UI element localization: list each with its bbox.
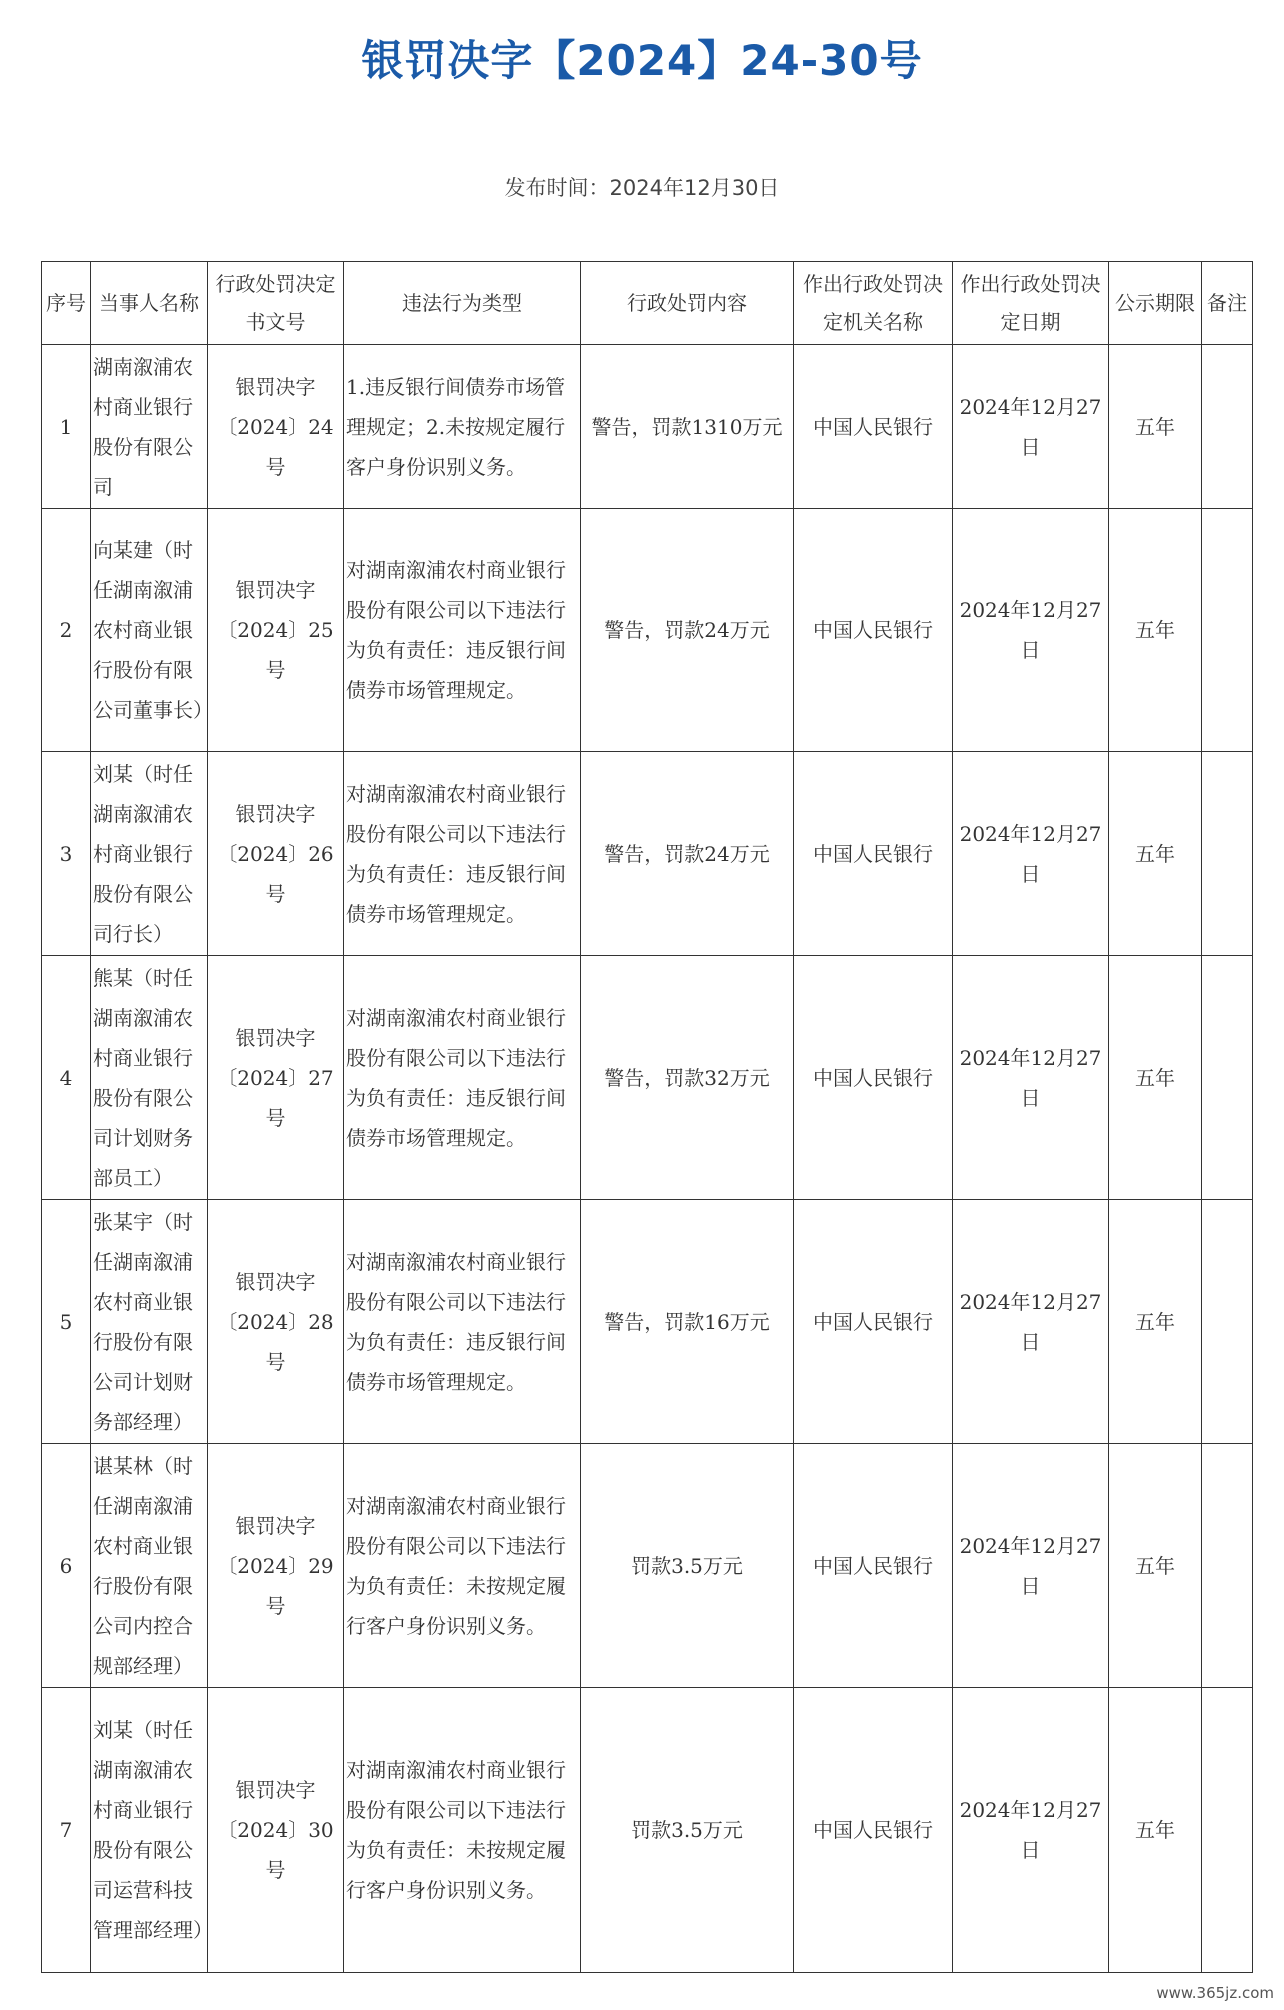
penalty-table (41, 261, 1253, 1973)
cell-period: 五年 (1109, 1444, 1202, 1688)
cell-authority: 中国人民银行 (794, 509, 953, 752)
cell-penalty: 警告，罚款16万元 (581, 1200, 794, 1444)
header-date: 作出行政处罚决定日期 (953, 262, 1109, 345)
table-row (42, 956, 1253, 1200)
cell-period: 五年 (1109, 1200, 1202, 1444)
cell-violation: 对湖南溆浦农村商业银行股份有限公司以下违法行为负有责任：未按规定履行客户身份识别义务。 (344, 1444, 581, 1688)
cell-date: 2024年12月27日 (953, 1444, 1109, 1688)
cell-date: 2024年12月27日 (953, 1200, 1109, 1444)
header-no: 序号 (42, 262, 91, 345)
cell-remark (1202, 345, 1253, 509)
cell-date: 2024年12月27日 (953, 1688, 1109, 1973)
cell-doc-no: 银罚决字〔2024〕29号 (208, 1444, 344, 1688)
cell-period: 五年 (1109, 345, 1202, 509)
cell-no: 3 (42, 752, 91, 956)
cell-doc-no: 银罚决字〔2024〕26号 (208, 752, 344, 956)
cell-remark (1202, 1200, 1253, 1444)
cell-remark (1202, 509, 1253, 752)
cell-party: 谌某林（时任湖南溆浦农村商业银行股份有限公司内控合规部经理） (91, 1444, 208, 1688)
header-violation: 违法行为类型 (344, 262, 581, 345)
table-row (42, 345, 1253, 509)
cell-party: 熊某（时任湖南溆浦农村商业银行股份有限公司计划财务部员工） (91, 956, 208, 1200)
cell-penalty: 警告，罚款32万元 (581, 956, 794, 1200)
cell-penalty: 罚款3.5万元 (581, 1444, 794, 1688)
cell-authority: 中国人民银行 (794, 956, 953, 1200)
cell-period: 五年 (1109, 752, 1202, 956)
cell-doc-no: 银罚决字〔2024〕25号 (208, 509, 344, 752)
cell-violation: 对湖南溆浦农村商业银行股份有限公司以下违法行为负有责任：违反银行间债券市场管理规定。 (344, 752, 581, 956)
cell-no: 2 (42, 509, 91, 752)
cell-penalty: 警告，罚款24万元 (581, 752, 794, 956)
cell-no: 4 (42, 956, 91, 1200)
cell-date: 2024年12月27日 (953, 345, 1109, 509)
publish-date: 发布时间：2024年12月30日 (504, 176, 780, 200)
cell-authority: 中国人民银行 (794, 1444, 953, 1688)
cell-period: 五年 (1109, 956, 1202, 1200)
cell-authority: 中国人民银行 (794, 345, 953, 509)
cell-penalty: 罚款3.5万元 (581, 1688, 794, 1973)
cell-remark (1202, 956, 1253, 1200)
cell-authority: 中国人民银行 (794, 1688, 953, 1973)
cell-party: 刘某（时任湖南溆浦农村商业银行股份有限公司运营科技管理部经理） (91, 1688, 208, 1973)
header-party: 当事人名称 (91, 262, 208, 345)
table-header-row (42, 262, 1253, 345)
cell-doc-no: 银罚决字〔2024〕27号 (208, 956, 344, 1200)
cell-date: 2024年12月27日 (953, 956, 1109, 1200)
cell-authority: 中国人民银行 (794, 1200, 953, 1444)
header-penalty: 行政处罚内容 (581, 262, 794, 345)
table-row (42, 752, 1253, 956)
header-period: 公示期限 (1109, 262, 1202, 345)
table-row (42, 1444, 1253, 1688)
watermark: www.365jz.com (1156, 1984, 1274, 2002)
cell-date: 2024年12月27日 (953, 752, 1109, 956)
table-row (42, 509, 1253, 752)
cell-doc-no: 银罚决字〔2024〕24号 (208, 345, 344, 509)
cell-party: 湖南溆浦农村商业银行股份有限公司 (91, 345, 208, 509)
cell-doc-no: 银罚决字〔2024〕30号 (208, 1688, 344, 1973)
cell-party: 刘某（时任湖南溆浦农村商业银行股份有限公司行长） (91, 752, 208, 956)
cell-doc-no: 银罚决字〔2024〕28号 (208, 1200, 344, 1444)
cell-no: 6 (42, 1444, 91, 1688)
cell-remark (1202, 1444, 1253, 1688)
cell-period: 五年 (1109, 1688, 1202, 1973)
cell-violation: 对湖南溆浦农村商业银行股份有限公司以下违法行为负有责任：未按规定履行客户身份识别义务。 (344, 1688, 581, 1973)
cell-violation: 对湖南溆浦农村商业银行股份有限公司以下违法行为负有责任：违反银行间债券市场管理规定。 (344, 956, 581, 1200)
header-remark: 备注 (1202, 262, 1253, 345)
page-title: 银罚决字【2024】24-30号 (361, 36, 923, 85)
cell-violation: 对湖南溆浦农村商业银行股份有限公司以下违法行为负有责任：违反银行间债券市场管理规定。 (344, 1200, 581, 1444)
cell-penalty: 警告，罚款1310万元 (581, 345, 794, 509)
cell-remark (1202, 1688, 1253, 1973)
header-authority: 作出行政处罚决定机关名称 (794, 262, 953, 345)
cell-no: 1 (42, 345, 91, 509)
cell-penalty: 警告，罚款24万元 (581, 509, 794, 752)
cell-period: 五年 (1109, 509, 1202, 752)
cell-date: 2024年12月27日 (953, 509, 1109, 752)
cell-violation: 对湖南溆浦农村商业银行股份有限公司以下违法行为负有责任：违反银行间债券市场管理规定。 (344, 509, 581, 752)
header-doc-no: 行政处罚决定书文号 (208, 262, 344, 345)
cell-violation: 1.违反银行间债券市场管理规定；2.未按规定履行客户身份识别义务。 (344, 345, 581, 509)
cell-party: 张某宇（时任湖南溆浦农村商业银行股份有限公司计划财务部经理） (91, 1200, 208, 1444)
cell-party: 向某建（时任湖南溆浦农村商业银行股份有限公司董事长） (91, 509, 208, 752)
table-row (42, 1688, 1253, 1973)
cell-no: 7 (42, 1688, 91, 1973)
cell-authority: 中国人民银行 (794, 752, 953, 956)
cell-remark (1202, 752, 1253, 956)
table-row (42, 1200, 1253, 1444)
cell-no: 5 (42, 1200, 91, 1444)
